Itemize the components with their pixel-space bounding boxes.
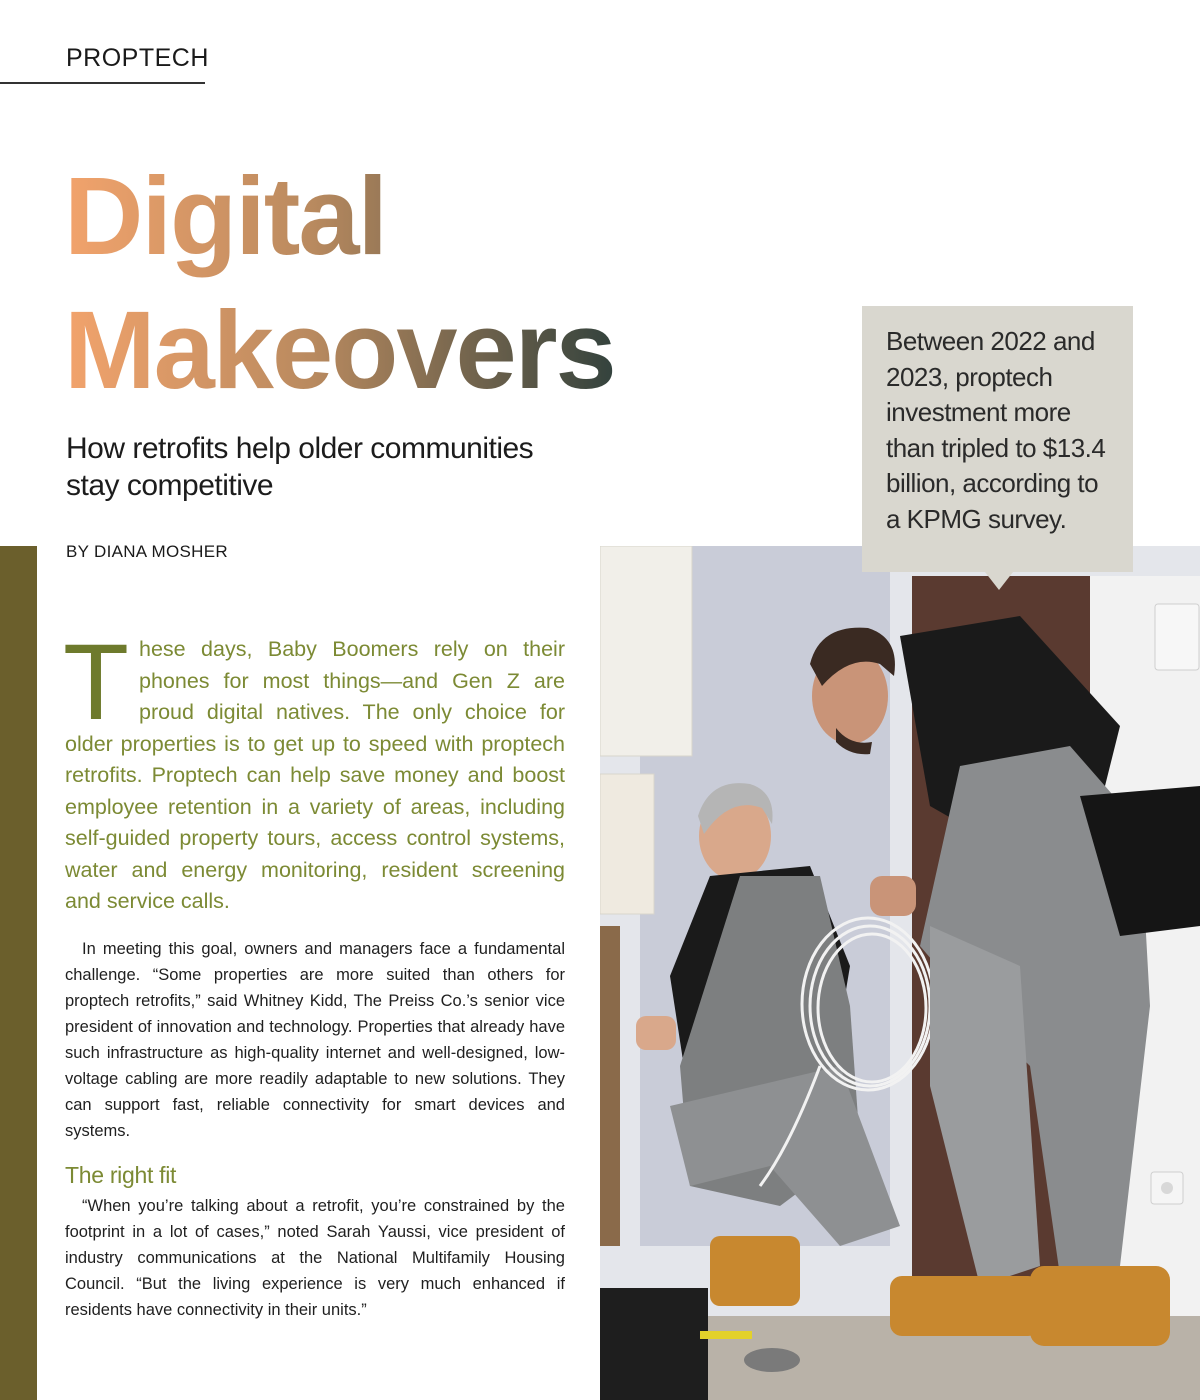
callout-pointer (985, 572, 1013, 590)
section-divider (0, 82, 205, 84)
headline-line-2: Makeovers (64, 289, 615, 412)
section-subhead: The right fit (65, 1161, 177, 1188)
section-label: PROPTECH (66, 44, 209, 72)
drop-cap: T (63, 621, 129, 742)
body-paragraph-2: “When you’re talking about a retrofit, you’re constrained by the footprint in a lot of cases,” noted Sarah Yaussi, vice president of industry communications at the National Multifamily Housing Council. “But the living experience is very much enhanced if residents have connectivity in their units.” (65, 1196, 565, 1319)
workers-illustration (600, 546, 1200, 1400)
decorative-side-bar (0, 546, 37, 1400)
headline-line-1: Digital (64, 155, 387, 278)
article-body (63, 621, 565, 1323)
body-paragraph-1: In meeting this goal, owners and managers face a fundamental challenge. “Some properties are more suited than others for proptech retrofits,” said Whitney Kidd, The Preiss Co.’s senior vice president of innovation and technology. Properties that already have such infrastructure as high-quality internet and well-designed, low-voltage cabling are more readily adaptable to new solutions. They can support fast, reliable connectivity for smart devices and systems. (65, 939, 565, 1140)
pull-quote-callout: Between 2022 and 2023, proptech investment more than tripled to $13.4 billion, according to a KPMG survey. (862, 306, 1133, 572)
article-headline (64, 150, 615, 418)
lead-text: hese days, Baby Boomers rely on their phones for most things—and Gen Z are proud digital natives. The only choice for older properties is to get up to speed with proptech retrofits. Proptech can help save money and boost employee retention in a variety of areas, including self-guided property tours, access control systems, water and energy monitoring, resident screening and service calls. (65, 637, 565, 913)
article-subtitle: How retrofits help older communities stay competitive (66, 432, 534, 502)
lead-paragraph (63, 621, 565, 918)
byline: BY DIANA MOSHER (66, 542, 228, 561)
workers-photo (600, 546, 1200, 1400)
